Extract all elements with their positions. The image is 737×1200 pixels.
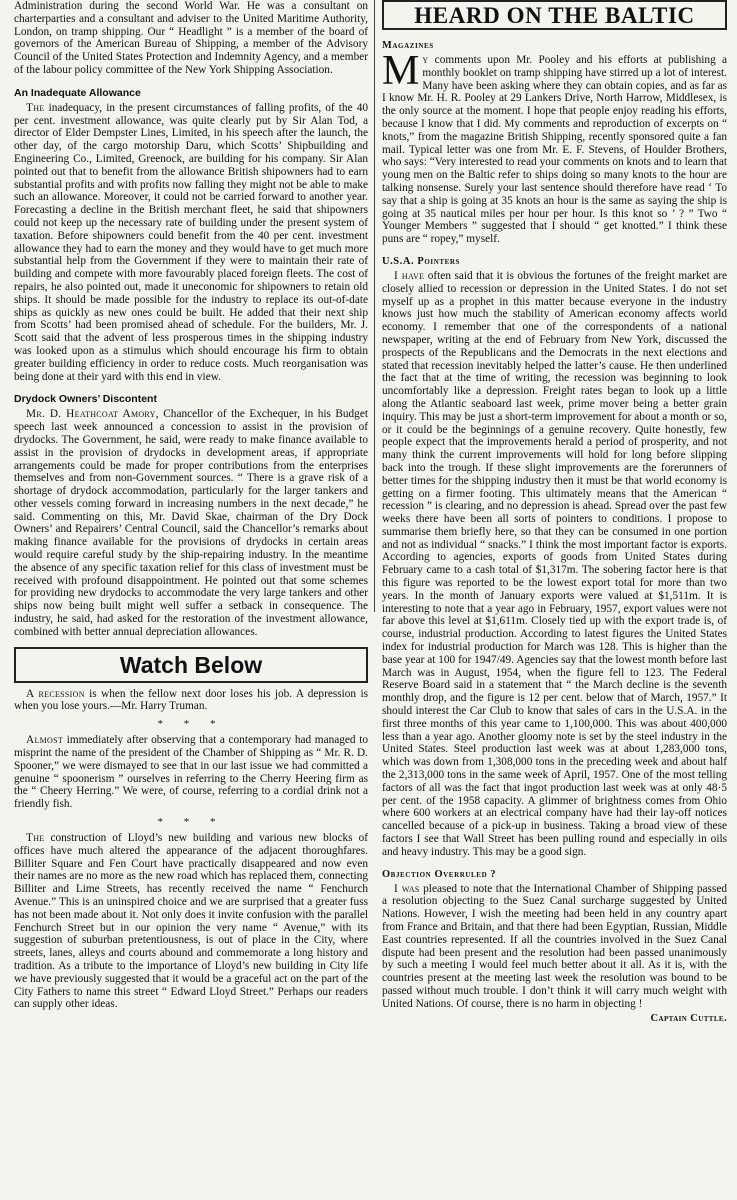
drydock-lead: Mr. D. Heathcoat Amory, — [26, 408, 159, 421]
drop-cap: M — [382, 48, 420, 94]
drydock-paragraph — [14, 408, 368, 638]
author-signature: Captain Cuttle. — [650, 1012, 727, 1024]
usa-lead: I have — [394, 269, 425, 282]
section-divider-stars-2: * * * — [157, 816, 225, 829]
watch-body-3: construction of Lloyd’s new building and various new blocks of offices have much altered the appearance of the adjacent thoroughfares. Billiter Square and Fen Court have practically disappeared and now even their names are no more as the new road which has replaced them, connecting Billiter and Lime Streets, has recently received the name “ Fenchurch Avenue.” This is an uninspired choice and we are surprised that a greater fuss has not been made about it. Not only does it invite confusion with the parallel Fenchurch Street but in our opinion the very name “ Avenue,” with its suggestion of suburban pretentiousness, is out of place in the City, where streets, lanes, alleys and courts abound and commemorate a long history and tradition. As a tribute to the importance of Lloyd’s new building in City life we have previously suggested that it would be a graceful act on the part of the City Fathers to name this street “ Edward Lloyd Street.” Perhaps our readers can supply other ideas. — [14, 832, 368, 1011]
watch-lead-2: Almost — [26, 734, 64, 747]
section-title-magazines: Magazines — [382, 40, 434, 51]
left-column — [14, 0, 368, 1011]
objection-body: pleased to note that the International Chamber of Shipping passed a resolution objecting to the Suez Canal surcharge suggested by United Nations. However, I wish the meeting had been held in any country apart from France and Britain, and that there had been Egyptian, Russian, Middle East countries represented. If all the countries involved in the Suez Canal dispute had been present and the resolution had been passed unanimously by such a meeting I would feel much better about it all. As it is, with the countries present at the meeting last week the resolution was bound to be passed without much trouble. I don’t think it will carry much weight with United Nations. Of course, there is no harm in objecting ! — [382, 882, 727, 1010]
baltic-heading: HEARD ON THE BALTIC — [382, 0, 727, 30]
usa-paragraph — [382, 270, 727, 859]
magazines-body: comments upon Mr. Pooley and his efforts at publishing a monthly booklet on tramp shipping have stirred up a lot of interest. Many have been asking where they can obtain copies, and as far as I know Mr. H. R. Pooley at 29 Lankers Drive, North Harrow, Middlesex, is the only source at the moment. I hope that people enjoy reading his efforts, because I know that I did. My comments and reproduction of excerpts on “ knots,” from the magazine British Shipping, recently sponsored quite a fan mail. Typical letter was one from Mr. E. F. Stevens, of Houlder Brothers, who says: “Very interested to read your comments on knots and to learn that young men on the Baltic refer to ships doing so many knots to the hour are talking nonsense. Surely your last sentence should therefore have read ‘ To say that a ship is going at 35 knots an hour is the same as saying the ship is going at 35 nautical miles per hour per hour. Is this knot so ’ ? ” Two “ Younger Members ” suggested that I should “ get knotted.” I think these puns are “ ropey,” myself. — [382, 54, 727, 246]
allowance-paragraph — [14, 102, 368, 384]
section-divider-stars: * * * — [157, 718, 225, 731]
watch-paragraph-2 — [14, 734, 368, 811]
allowance-body: inadequacy, in the present circumstances of falling profits, of the 40 per cent. investment allowance, was quite clearly put by Sir Alan Tod, a director of Elder Dempster Lines, Limited, in his speech after the launch, the other day, of the cargo motorship Daru, which Scotts’ Shipbuilding and Engineering Co., Limited, Greenock, are building for his company. Sir Alan pointed out that to benefit from the allowance British shipowners had to earn substantial profits and with profits now falling they might not be able to make such an allowance. Moreover, it could not be carried forward to another year. Forecasting a decline in the British merchant fleet, he said that shipowners could not keep up the necessary rate of building under the present system of taxation. Before shipowners could benefit from the 40 per cent. investment allowance they had to earn the money and they would have to get much more substantial help from the Government if they were to maintain their rate of building and compete with more favourably placed foreign fleets. The cost of repairs, he also pointed out, made it uneconomic for shipowners to retain old ships. It should be made possible for the industry to replace its out-of-date ships as quickly as new ones could be built. He added that their next ship from Scotts’ had been promised ahead of schedule. For the builders, Mr. J. Scott said that the advent of less prosperous times in the shipping industry was looked upon as a stimulus which should encourage his firm to obtain greater building efficiency in order to reduce costs. Much reorganisation was being done at their yard with this end in view. — [14, 101, 368, 383]
intro-paragraph: Administration during the second World War. He was a consultant on charterparties and a consultant and adviser to the United Maritime Authority, London, on tramp shipping. Our “ Headlight ” is a member of the board of governors of the American Bureau of Shipping, a member of the Advisory Council of the United States Protection and Indemnity Agency, and a member of the labour policy committee of the New York Shipping Association. — [14, 0, 368, 76]
objection-lead: I was — [394, 882, 420, 895]
watch-body-1: is when the fellow next door loses his job. A depression is when you lose yours.—Mr. Harry Truman. — [14, 687, 368, 713]
column-divider — [374, 0, 375, 612]
right-column — [382, 0, 727, 1024]
section-title-objection: Objection Overruled ? — [382, 868, 497, 880]
watch-body-2: immediately after observing that a contemporary had managed to misprint the name of the president of the Chamber of Shipping as “ Mr. R. D. Spooner,” we were dismayed to see that in our last issue we had committed a genuine “ spoonerism ” ourselves in referring to the Cherry Heering firm as the “ Cheery Herring.” We were, of course, referring to a cordial drink not a friendly fish. — [14, 734, 368, 811]
allowance-lead: The — [26, 101, 45, 114]
watch-paragraph-1 — [14, 688, 368, 714]
magazines-paragraph — [382, 48, 727, 246]
watch-below-heading: Watch Below — [14, 647, 368, 683]
section-title-drydock: Drydock Owners’ Discontent — [14, 393, 157, 406]
objection-paragraph — [382, 883, 727, 1011]
magazines-lead: y — [422, 54, 429, 66]
watch-lead-3: The — [26, 832, 45, 845]
watch-paragraph-3 — [14, 832, 368, 1011]
drydock-body: Chancellor of the Exchequer, in his Budget speech last week announced a concession to assist in the provision of drydocks. The Government, he said, were ready to make finance available to assist in the provision of drydocks in development areas, if appropriate arrangements could be made for proper contributions from the enterprises themselves and from non-Government sources. “ There is a grave risk of a shortage of drydock accommodation, particularly for the larger tankers and other vessels coming forward in increasing numbers in the next decade,” he said. Commenting on this, Mr. David Skae, chairman of the Dry Dock Owners’ and Repairers’ Central Council, said the Chancellor’s remarks about making finance available for the provisions of drydocks in certain areas would require careful study by the ship-repairing industry. In the meantime the absence of any specific taxation relief for this class of investment must be received with profound disappointment. He pointed out that some schemes for providing new drydocks to accommodate the very large tankers and other ships now being built might well suffer a setback in consequence. The industry, he said, had asked for the restoration of the investment allowance, combined with better annual depreciation allowances. — [14, 408, 368, 638]
usa-body: often said that it is obvious the fortunes of the freight market are closely allied to recession or depression in the United States. I do not set myself up as a prophet in this matter because everyone in the industry knows just how much the stability of American economy affects world economy. I remember that one of the correspondents of a national newspaper, writing at the end of February from New York, discussed the prospects of the Republicans and the Democrats in the next elections and stated that recession inevitably helped the latter’s cause. He then underlined the fact that at the time of writing, the recession was beginning to look uncomfortably like a depression. Freight rates began to look up a little along the Atlantic seaboard last week, prime mover being a better grain inquiry. This may be just a short-term improvement for about a month or so, or it could be the beginnings of a genuine recovery. Quite honestly, few people expect that the improvements herald a period of prosperity, and not many think the current improvements will hold for long before slipping back into the trough. If these slight improvements are the forerunners of better times for the shipping industry then it must be that world economy is getting on a firmer footing. This ultimately means that the American “ recession ” is clearing, and no depression is ahead. Spread over the past few weeks there have been all sorts of pointers to conditions. I propose to summarise them briefly here, so that they can be consumed in one portion and not as individual “ snacks.” I think the most important factor is exports. According to agencies, exports of goods from United States during February came to a cash total of $1,317m. The sobering factor here is that this figure was reported to be the lowest export total for more than two years. In the month of January exports were valued at $1,511m. It is interesting to note that a year ago in February, 1957, export values were not far above this level at $1,611m. Closely tied up with the export trade is, of course, industrial production. According to latest figures the United States index for industrial production for March was 128. This is higher than the base year at 100 for 1947/49. Agencies say that the lowest month before last March was in August, 1954, when the figure fell to 123. The Federal Reserve Board said in a statement that “ the March decline is the seventh monthly drop, and the figure is 12 per cent. below that of March, 1957.” It should interest the Car Club to know that sales of cars in the U.S.A. in the first three months of this year came to 1,100,000. This was about 400,000 less than a year ago. Another gloomy note is set by the steel industry in the United States. Steel production last week was at about 1,283,000 tons, which was down from 1,308,000 tons in the preceding week and about half the 2,313,000 tons in the same week of April, 1957. One of the most telling factors of all was the fact that ingot production last week was at only 48·5 per cent. of the 1958 capacity. A glimmer of brightness comes from Ohio where 600 workers at an electrical company have had their lay-off notices cancelled because of a pick-up in business. Taking a broad view of these factors I see that Wall Street has been pulling round and especially in oils and heavy industry. This may be a good sign. — [382, 269, 727, 858]
section-title-allowance: An Inadequate Allowance — [14, 86, 141, 99]
section-title-usa: U.S.A. Pointers — [382, 255, 461, 267]
watch-lead-1: A recession — [26, 687, 85, 700]
